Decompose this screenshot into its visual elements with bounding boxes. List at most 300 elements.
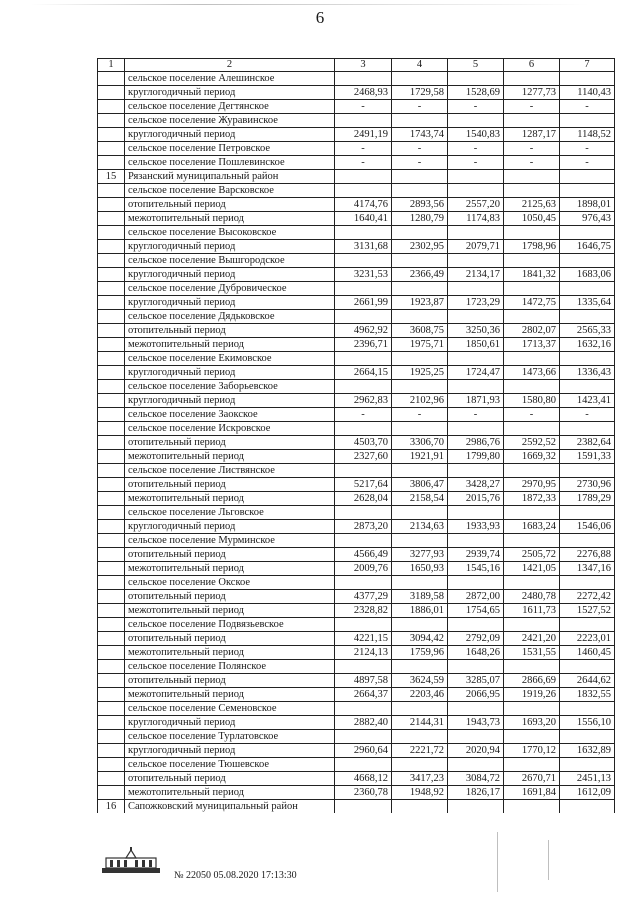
value-cell <box>504 254 560 268</box>
value-cell: 1759,96 <box>392 646 448 660</box>
value-cell: - <box>504 100 560 114</box>
row-number-cell <box>98 548 125 562</box>
value-cell: 2221,72 <box>392 744 448 758</box>
value-cell: - <box>335 100 392 114</box>
row-name-cell: сельское поселение Заокское <box>125 408 335 422</box>
value-cell: - <box>560 142 615 156</box>
row-name-cell: отопительный период <box>125 632 335 646</box>
row-name-cell: Сапожковский муниципальный район <box>125 800 335 814</box>
value-cell: 2223,01 <box>560 632 615 646</box>
row-number-cell <box>98 156 125 170</box>
table-row <box>98 268 615 282</box>
value-cell: 2664,15 <box>335 366 392 380</box>
table-row <box>98 366 615 380</box>
table-row <box>98 660 615 674</box>
value-cell: 2962,83 <box>335 394 392 408</box>
value-cell: 2505,72 <box>504 548 560 562</box>
value-cell <box>392 534 448 548</box>
value-cell <box>448 282 504 296</box>
value-cell: - <box>392 408 448 422</box>
value-cell: 3285,07 <box>448 674 504 688</box>
value-cell <box>335 184 392 198</box>
row-name-cell: Рязанский муниципальный район <box>125 170 335 184</box>
row-number-cell <box>98 646 125 660</box>
value-cell: 1832,55 <box>560 688 615 702</box>
value-cell <box>392 422 448 436</box>
value-cell <box>560 254 615 268</box>
row-name-cell: сельское поселение Дегтянское <box>125 100 335 114</box>
value-cell <box>560 660 615 674</box>
row-name-cell: сельское поселение Высоковское <box>125 226 335 240</box>
value-cell: 1632,16 <box>560 338 615 352</box>
value-cell: 1640,41 <box>335 212 392 226</box>
row-name-cell: отопительный период <box>125 436 335 450</box>
value-cell <box>392 282 448 296</box>
row-name-cell: отопительный период <box>125 772 335 786</box>
value-cell: - <box>392 100 448 114</box>
table-row <box>98 422 615 436</box>
row-name-cell: круглогодичный период <box>125 296 335 310</box>
value-cell <box>560 730 615 744</box>
value-cell: 1898,01 <box>560 198 615 212</box>
value-cell: 1528,69 <box>448 86 504 100</box>
value-cell <box>335 576 392 590</box>
value-cell <box>560 758 615 772</box>
table-row <box>98 436 615 450</box>
row-number-cell <box>98 394 125 408</box>
value-cell: 2986,76 <box>448 436 504 450</box>
table-row <box>98 562 615 576</box>
value-cell <box>392 506 448 520</box>
page-number: 6 <box>315 8 325 27</box>
table-row <box>98 800 615 814</box>
row-name-cell: сельское поселение Окское <box>125 576 335 590</box>
value-cell: 1683,06 <box>560 268 615 282</box>
document-stamp: № 22050 05.08.2020 17:13:30 <box>174 870 297 881</box>
value-cell <box>392 618 448 632</box>
value-cell: 1540,83 <box>448 128 504 142</box>
row-number-cell <box>98 240 125 254</box>
row-name-cell: сельское поселение Мурминское <box>125 534 335 548</box>
value-cell <box>448 254 504 268</box>
value-cell <box>335 702 392 716</box>
value-cell <box>448 72 504 86</box>
row-number-cell <box>98 100 125 114</box>
table-row <box>98 646 615 660</box>
value-cell <box>504 72 560 86</box>
value-cell <box>504 758 560 772</box>
table-row <box>98 492 615 506</box>
row-name-cell: сельское поселение Семеновское <box>125 702 335 716</box>
row-name-cell: сельское поселение Екимовское <box>125 352 335 366</box>
value-cell: 3277,93 <box>392 548 448 562</box>
value-cell <box>335 254 392 268</box>
value-cell <box>504 730 560 744</box>
row-number-cell <box>98 716 125 730</box>
value-cell: - <box>335 408 392 422</box>
value-cell <box>560 282 615 296</box>
value-cell: 2421,20 <box>504 632 560 646</box>
value-cell: 1850,61 <box>448 338 504 352</box>
table-header-row <box>98 59 615 72</box>
value-cell <box>335 464 392 478</box>
value-cell <box>560 352 615 366</box>
value-cell: 976,43 <box>560 212 615 226</box>
value-cell: 2360,78 <box>335 786 392 800</box>
value-cell <box>392 352 448 366</box>
value-cell: 1948,92 <box>392 786 448 800</box>
row-number-cell <box>98 128 125 142</box>
value-cell: 2960,64 <box>335 744 392 758</box>
value-cell: 1527,52 <box>560 604 615 618</box>
value-cell <box>448 226 504 240</box>
value-cell: - <box>560 100 615 114</box>
row-name-cell: сельское поселение Дубровическое <box>125 282 335 296</box>
value-cell: 3608,75 <box>392 324 448 338</box>
value-cell: 2882,40 <box>335 716 392 730</box>
row-number-cell <box>98 366 125 380</box>
value-cell <box>504 310 560 324</box>
table-row <box>98 758 615 772</box>
value-cell <box>448 702 504 716</box>
row-number-cell <box>98 142 125 156</box>
value-cell: 1723,29 <box>448 296 504 310</box>
row-name-cell: сельское поселение Варсковское <box>125 184 335 198</box>
value-cell: 2134,17 <box>448 268 504 282</box>
row-number-cell: 16 <box>98 800 125 814</box>
row-number-cell <box>98 562 125 576</box>
value-cell <box>335 114 392 128</box>
row-number-cell <box>98 450 125 464</box>
value-cell: 2661,99 <box>335 296 392 310</box>
value-cell: - <box>448 142 504 156</box>
row-name-cell: круглогодичный период <box>125 240 335 254</box>
value-cell: 3131,68 <box>335 240 392 254</box>
value-cell: 3189,58 <box>392 590 448 604</box>
value-cell: - <box>560 156 615 170</box>
value-cell <box>560 800 615 814</box>
table-row <box>98 478 615 492</box>
table-row <box>98 744 615 758</box>
table-row <box>98 324 615 338</box>
value-cell: 1421,05 <box>504 562 560 576</box>
row-number-cell <box>98 478 125 492</box>
value-cell <box>392 114 448 128</box>
row-number-cell <box>98 674 125 688</box>
value-cell <box>448 618 504 632</box>
row-number-cell <box>98 786 125 800</box>
value-cell <box>392 226 448 240</box>
value-cell <box>448 506 504 520</box>
table-row <box>98 604 615 618</box>
value-cell: 2866,69 <box>504 674 560 688</box>
value-cell: 2557,20 <box>448 198 504 212</box>
value-cell: 1975,71 <box>392 338 448 352</box>
value-cell: 2276,88 <box>560 548 615 562</box>
tariff-table <box>97 58 615 813</box>
row-name-cell: круглогодичный период <box>125 86 335 100</box>
value-cell <box>392 310 448 324</box>
value-cell: 1287,17 <box>504 128 560 142</box>
header-cell: 6 <box>504 59 560 72</box>
value-cell: 1423,41 <box>560 394 615 408</box>
row-number-cell <box>98 380 125 394</box>
row-number-cell <box>98 506 125 520</box>
value-cell: 1826,17 <box>448 786 504 800</box>
table-row <box>98 296 615 310</box>
value-cell: 2628,04 <box>335 492 392 506</box>
value-cell: 2396,71 <box>335 338 392 352</box>
value-cell <box>335 758 392 772</box>
value-cell <box>392 660 448 674</box>
scan-artifact-line <box>548 840 549 880</box>
table-row <box>98 198 615 212</box>
row-name-cell: отопительный период <box>125 198 335 212</box>
value-cell <box>392 702 448 716</box>
value-cell: 1347,16 <box>560 562 615 576</box>
value-cell <box>335 352 392 366</box>
value-cell: 2366,49 <box>392 268 448 282</box>
value-cell: 2644,62 <box>560 674 615 688</box>
value-cell: 4668,12 <box>335 772 392 786</box>
row-number-cell <box>98 282 125 296</box>
row-number-cell <box>98 212 125 226</box>
value-cell <box>560 422 615 436</box>
row-number-cell <box>98 618 125 632</box>
value-cell: 1693,20 <box>504 716 560 730</box>
value-cell <box>560 534 615 548</box>
value-cell <box>392 380 448 394</box>
value-cell: 4566,49 <box>335 548 392 562</box>
row-name-cell: межотопительный период <box>125 604 335 618</box>
row-name-cell: межотопительный период <box>125 450 335 464</box>
row-number-cell <box>98 226 125 240</box>
value-cell <box>392 800 448 814</box>
value-cell: 1632,89 <box>560 744 615 758</box>
row-name-cell: межотопительный период <box>125 492 335 506</box>
header-cell: 4 <box>392 59 448 72</box>
value-cell <box>560 464 615 478</box>
table-row <box>98 86 615 100</box>
value-cell <box>448 576 504 590</box>
row-number-cell <box>98 436 125 450</box>
value-cell: 3250,36 <box>448 324 504 338</box>
value-cell: 1556,10 <box>560 716 615 730</box>
table-row <box>98 772 615 786</box>
row-name-cell: межотопительный период <box>125 646 335 660</box>
row-number-cell <box>98 268 125 282</box>
table-row <box>98 212 615 226</box>
row-number-cell <box>98 576 125 590</box>
row-number-cell <box>98 198 125 212</box>
value-cell: 1591,33 <box>560 450 615 464</box>
value-cell: 2134,63 <box>392 520 448 534</box>
value-cell <box>560 72 615 86</box>
value-cell: 1683,24 <box>504 520 560 534</box>
value-cell: - <box>504 142 560 156</box>
value-cell: 1612,09 <box>560 786 615 800</box>
row-number-cell <box>98 702 125 716</box>
value-cell: 2328,82 <box>335 604 392 618</box>
value-cell: 1886,01 <box>392 604 448 618</box>
value-cell <box>335 534 392 548</box>
footer <box>100 846 340 890</box>
value-cell <box>560 310 615 324</box>
row-number-cell <box>98 660 125 674</box>
value-cell: 2451,13 <box>560 772 615 786</box>
value-cell: 2670,71 <box>504 772 560 786</box>
value-cell: 1050,45 <box>504 212 560 226</box>
row-name-cell: отопительный период <box>125 324 335 338</box>
row-name-cell: сельское поселение Подвязьевское <box>125 618 335 632</box>
value-cell <box>504 282 560 296</box>
row-number-cell <box>98 296 125 310</box>
value-cell: 2009,76 <box>335 562 392 576</box>
value-cell: 4377,29 <box>335 590 392 604</box>
table-row <box>98 240 615 254</box>
row-name-cell: сельское поселение Листвянское <box>125 464 335 478</box>
table-row <box>98 72 615 86</box>
value-cell: 1546,06 <box>560 520 615 534</box>
value-cell: 1473,66 <box>504 366 560 380</box>
value-cell: 1871,93 <box>448 394 504 408</box>
value-cell <box>392 464 448 478</box>
value-cell: 1472,75 <box>504 296 560 310</box>
row-name-cell: сельское поселение Вышгородское <box>125 254 335 268</box>
value-cell: 2792,09 <box>448 632 504 646</box>
value-cell <box>504 618 560 632</box>
value-cell: 1336,43 <box>560 366 615 380</box>
value-cell: - <box>504 156 560 170</box>
value-cell <box>392 254 448 268</box>
value-cell: 4962,92 <box>335 324 392 338</box>
row-number-cell <box>98 408 125 422</box>
table-row <box>98 618 615 632</box>
value-cell: 3094,42 <box>392 632 448 646</box>
row-number-cell <box>98 772 125 786</box>
value-cell <box>448 380 504 394</box>
value-cell: 1713,37 <box>504 338 560 352</box>
value-cell <box>448 730 504 744</box>
row-name-cell: отопительный период <box>125 590 335 604</box>
value-cell: 3084,72 <box>448 772 504 786</box>
value-cell <box>335 282 392 296</box>
row-number-cell <box>98 520 125 534</box>
value-cell <box>448 534 504 548</box>
row-name-cell: круглогодичный период <box>125 128 335 142</box>
value-cell: 2491,19 <box>335 128 392 142</box>
value-cell: 2015,76 <box>448 492 504 506</box>
value-cell: 3624,59 <box>392 674 448 688</box>
value-cell: 2730,96 <box>560 478 615 492</box>
value-cell: 1531,55 <box>504 646 560 660</box>
value-cell <box>448 170 504 184</box>
header-cell: 1 <box>98 59 125 72</box>
value-cell: 2125,63 <box>504 198 560 212</box>
value-cell: 2939,74 <box>448 548 504 562</box>
value-cell: 2124,13 <box>335 646 392 660</box>
value-cell: 1611,73 <box>504 604 560 618</box>
table-row <box>98 786 615 800</box>
row-name-cell: межотопительный период <box>125 688 335 702</box>
value-cell <box>504 352 560 366</box>
value-cell: 2144,31 <box>392 716 448 730</box>
row-number-cell <box>98 534 125 548</box>
table-row <box>98 156 615 170</box>
table-row <box>98 408 615 422</box>
value-cell: 1925,25 <box>392 366 448 380</box>
value-cell <box>335 730 392 744</box>
table-row <box>98 450 615 464</box>
table-row <box>98 254 615 268</box>
row-name-cell: круглогодичный период <box>125 520 335 534</box>
value-cell: 2079,71 <box>448 240 504 254</box>
table-row <box>98 226 615 240</box>
value-cell: - <box>504 408 560 422</box>
table-row <box>98 338 615 352</box>
value-cell <box>392 184 448 198</box>
value-cell: 2272,42 <box>560 590 615 604</box>
value-cell: 1140,43 <box>560 86 615 100</box>
value-cell: 1799,80 <box>448 450 504 464</box>
value-cell <box>504 170 560 184</box>
value-cell <box>448 800 504 814</box>
value-cell <box>448 184 504 198</box>
table-row <box>98 282 615 296</box>
value-cell <box>560 702 615 716</box>
table-row <box>98 674 615 688</box>
row-name-cell: межотопительный период <box>125 212 335 226</box>
row-number-cell <box>98 604 125 618</box>
row-name-cell: круглогодичный период <box>125 744 335 758</box>
value-cell: 2066,95 <box>448 688 504 702</box>
table-row <box>98 128 615 142</box>
row-number-cell: 15 <box>98 170 125 184</box>
value-cell: 2893,56 <box>392 198 448 212</box>
value-cell <box>335 800 392 814</box>
value-cell: 1280,79 <box>392 212 448 226</box>
value-cell: 2970,95 <box>504 478 560 492</box>
value-cell: 3806,47 <box>392 478 448 492</box>
row-number-cell <box>98 492 125 506</box>
value-cell: - <box>448 408 504 422</box>
value-cell: 1691,84 <box>504 786 560 800</box>
row-name-cell: сельское поселение Полянское <box>125 660 335 674</box>
value-cell <box>335 72 392 86</box>
row-name-cell: сельское поселение Петровское <box>125 142 335 156</box>
value-cell: 2872,00 <box>448 590 504 604</box>
value-cell <box>504 800 560 814</box>
value-cell: 1545,16 <box>448 562 504 576</box>
value-cell <box>560 576 615 590</box>
table-row <box>98 716 615 730</box>
value-cell <box>335 226 392 240</box>
row-name-cell: круглогодичный период <box>125 394 335 408</box>
value-cell <box>448 758 504 772</box>
row-number-cell <box>98 310 125 324</box>
row-number-cell <box>98 324 125 338</box>
value-cell: 4221,15 <box>335 632 392 646</box>
value-cell <box>448 310 504 324</box>
value-cell: 1743,74 <box>392 128 448 142</box>
table-row <box>98 688 615 702</box>
row-number-cell <box>98 338 125 352</box>
row-name-cell: сельское поселение Заборьевское <box>125 380 335 394</box>
table-row <box>98 590 615 604</box>
table-row <box>98 184 615 198</box>
value-cell <box>335 380 392 394</box>
table-row <box>98 142 615 156</box>
